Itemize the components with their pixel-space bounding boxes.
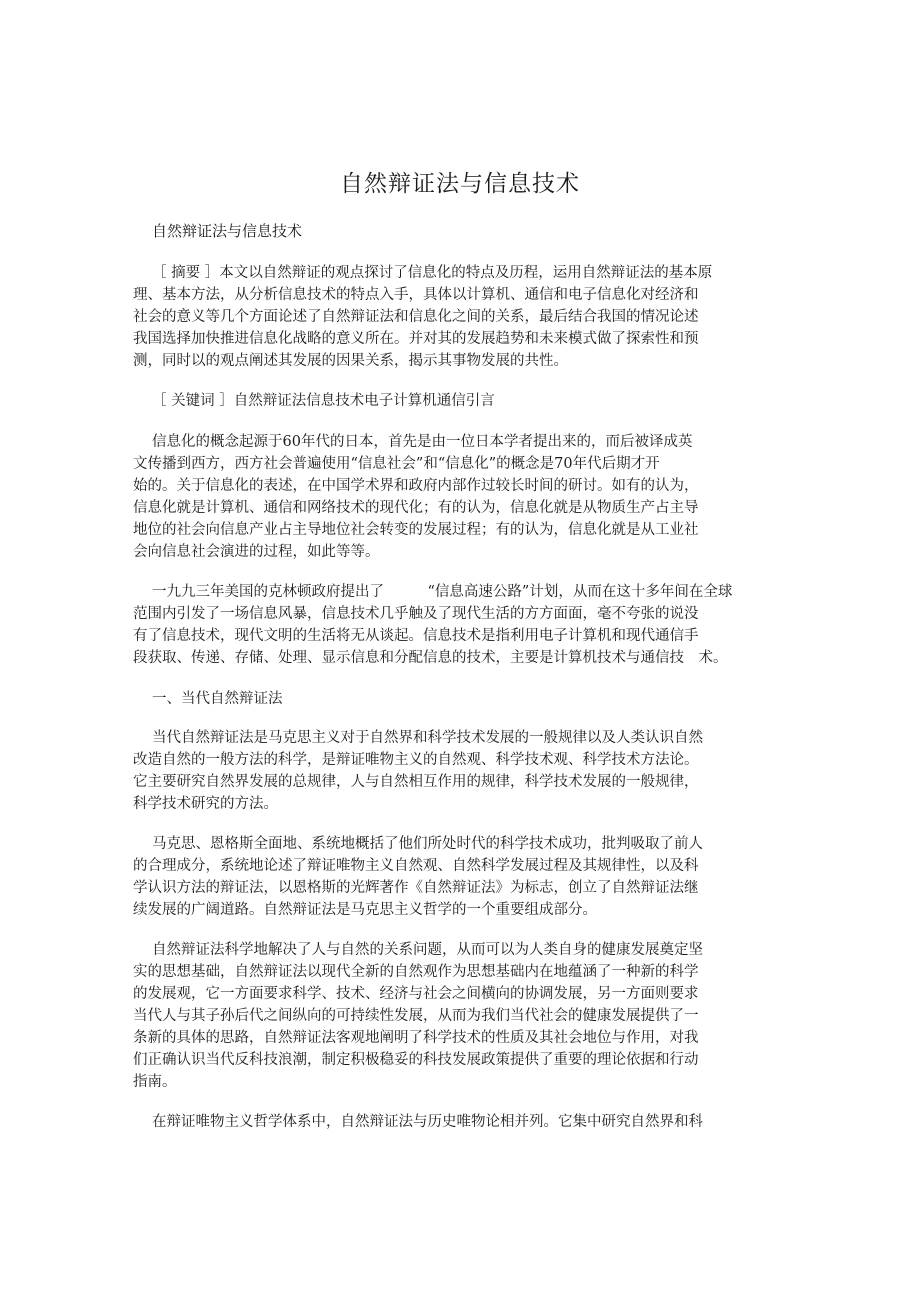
paragraph-line: 会向信息社会演进的过程，如此等等。	[133, 544, 380, 560]
paragraph-line: 当代自然辩证法是马克思主义对于自然界和科学技术发展的一般规律以及人类认识自然	[152, 730, 703, 746]
paragraph-line: 的发展观，它一方面要求科学、技术、经济与社会之间横向的协调发展，另一方面则要求	[133, 986, 699, 1002]
abstract-line: 我国选择加快推进信息化战略的意义所在。并对其的发展趋势和未来模式做了探索性和预	[133, 331, 699, 347]
keywords-line: ［ 关键词 ］自然辩证法信息技术电子计算机通信引言	[152, 393, 495, 409]
paragraph-line: 实的思想基础，自然辩证法以现代全新的自然观作为思想基础内在地蕴涵了一种新的科学	[133, 964, 699, 980]
paragraph-line: 续发展的广阔道路。自然辩证法是马克思主义哲学的一个重要组成部分。	[133, 902, 597, 918]
paragraph-line: 地位的社会向信息产业占主导地位社会转变的发展过程；有的认为，信息化就是从工业社	[133, 522, 699, 538]
paragraph-line: 始的。关于信息化的表述，在中国学术界和政府内部作过较长时间的研讨。如有的认为，	[133, 478, 699, 494]
paragraph-line: 信息化就是计算机、通信和网络技术的现代化；有的认为，信息化就是从物质生产占主导	[133, 500, 699, 516]
paragraph-line: 一九九三年美国的克林顿政府提出了 “信息高速公路”计划，从而在这十多年间在全球	[152, 584, 733, 600]
paragraph-line: 它主要研究自然界发展的总规律，人与自然相互作用的规律，科学技术发展的一般规律，	[133, 774, 699, 790]
section-heading: 一、当代自然辩证法	[152, 691, 283, 707]
document-subtitle: 自然辩证法与信息技术	[152, 222, 303, 240]
paragraph-line: 改造自然的一般方法的科学，是辩证唯物主义的自然观、科学技术观、科学技术方法论。	[133, 752, 699, 768]
paragraph-line: 的合理成分，系统地论述了辩证唯物主义自然观、自然科学发展过程及其规律性，以及科	[133, 858, 699, 874]
paragraph-line: 有了信息技术，现代文明的生活将无从谈起。信息技术是指利用电子计算机和现代通信手	[133, 628, 699, 644]
paragraph-line: 自然辩证法科学地解决了人与自然的关系问题，从而可以为人类自身的健康发展奠定坚	[152, 942, 703, 958]
paragraph-line: 当代人与其子孙后代之间纵向的可持续性发展，从而为我们当代社会的健康发展提供了一	[133, 1008, 699, 1024]
paragraph-line: 科学技术研究的方法。	[133, 796, 278, 812]
paragraph-line: 条新的具体的思路，自然辩证法客观地阐明了科学技术的性质及其社会地位与作用，对我	[133, 1030, 699, 1046]
paragraph-line: 信息化的概念起源于60年代的日本，首先是由一位日本学者提出来的，而后被译成英	[152, 434, 693, 450]
abstract-line: 理、基本方法，从分析信息技术的特点入手，具体以计算机、通信和电子信息化对经济和	[133, 287, 699, 303]
abstract-line: 测，同时以的观点阐述其发展的因果关系，揭示其事物发展的共性。	[133, 353, 568, 369]
paragraph-line: 学认识方法的辩证法，以恩格斯的光辉著作《自然辩证法》为标志，创立了自然辩证法继	[133, 880, 699, 896]
paragraph-line: 指南。	[133, 1074, 177, 1090]
paragraph-line: 段获取、传递、存储、处理、显示信息和分配信息的技术，主要是计算机技术与通信技 术。	[133, 650, 728, 666]
paragraph-line: 文传播到西方，西方社会普遍使用“信息社会”和“信息化”的概念是70年代后期才开	[133, 456, 660, 472]
abstract-line: 社会的意义等几个方面论述了自然辩证法和信息化之间的关系，最后结合我国的情况论述	[133, 309, 699, 325]
paragraph-line: 范围内引发了一场信息风暴，信息技术几乎触及了现代生活的方方面面，毫不夸张的说没	[133, 606, 699, 622]
paragraph-line: 们正确认识当代反科技浪潮，制定积极稳妥的科技发展政策提供了重要的理论依据和行动	[133, 1052, 699, 1068]
abstract-line: ［ 摘要 ］本文以自然辩证的观点探讨了信息化的特点及历程，运用自然辩证法的基本原	[152, 265, 713, 281]
paragraph-line: 在辩证唯物主义哲学体系中，自然辩证法与历史唯物论相并列。它集中研究自然界和科	[152, 1114, 703, 1130]
document-title: 自然辩证法与信息技术	[340, 171, 580, 197]
paragraph-line: 马克思、恩格斯全面地、系统地概括了他们所处时代的科学技术成功，批判吸取了前人	[152, 836, 703, 852]
